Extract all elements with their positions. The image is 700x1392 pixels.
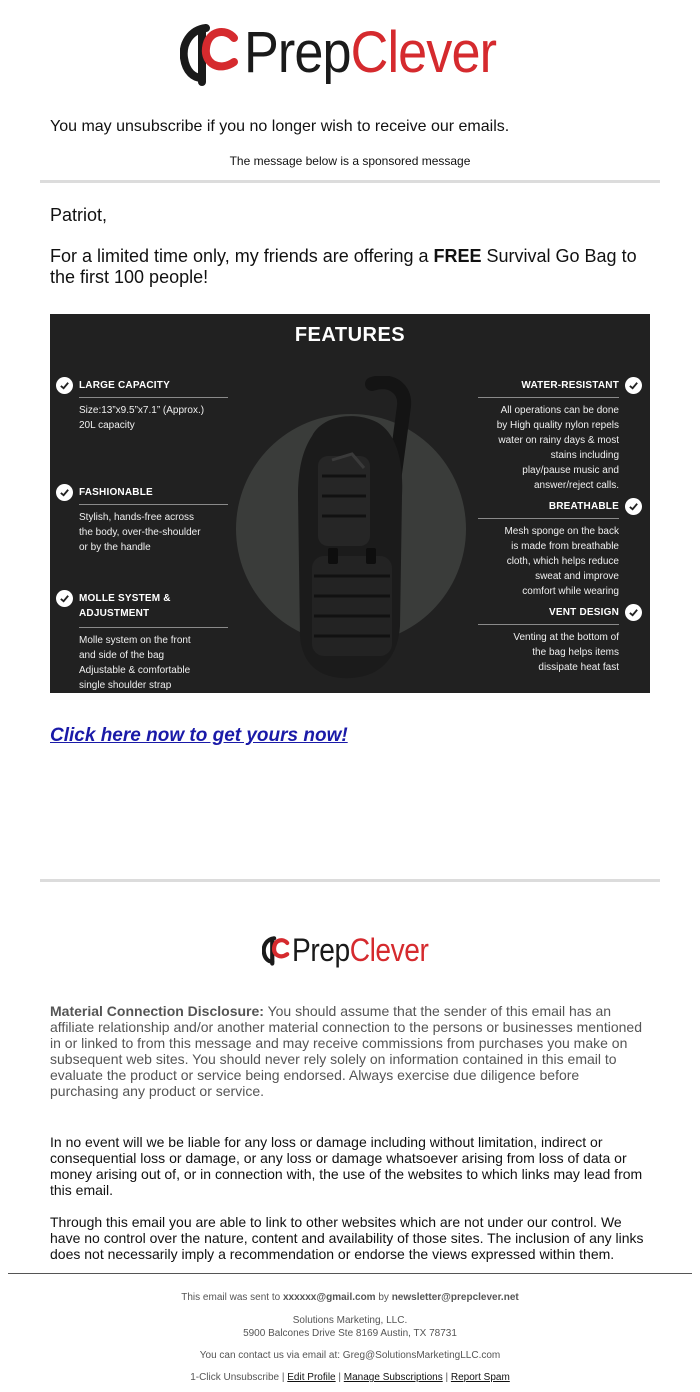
sent-to-line: This email was sent to xxxxxx@gmail.com by newsletter@prepclever.net	[181, 1292, 519, 1303]
feature-breathable: BREATHABLE Mesh sponge on the back is made from breathable cloth, which helps reduce sweat and improve comfort while wearing	[478, 501, 642, 599]
divider	[8, 1273, 692, 1274]
footer-links: 1-Click Unsubscribe | Edit Profile | Manage Subscriptions | Report Spam	[190, 1372, 510, 1383]
check-icon	[625, 377, 642, 394]
contact-line: You can contact us via email at: Greg@SolutionsMarketingLLC.com	[199, 1350, 501, 1361]
brand-logo-icon	[262, 933, 290, 967]
cta-link[interactable]: Click here now to get yours now!	[50, 725, 348, 746]
external-links-paragraph: Through this email you are able to link to other websites which are not under our control. We have no control over the nature, content and availability of those sites. The inclusion of any links does not necessarily imply a recommendation or endorse the views expressed within them.	[50, 1214, 644, 1262]
feature-fashionable: FASHIONABLE Stylish, hands-free across the body, over-the-shoulder or by the handle	[56, 487, 228, 555]
sponsored-notice: The message below is a sponsored message	[229, 154, 471, 168]
feature-water-resistant: WATER-RESISTANT All operations can be done by High quality nylon repels water on rainy days & most stains including play/pause music and answer/reject calls.	[478, 380, 642, 493]
feature-vent-design: VENT DESIGN Venting at the bottom of the bag helps items dissipate heat fast	[478, 607, 642, 675]
divider	[40, 180, 660, 183]
material-connection-disclosure: Material Connection Disclosure: You should assume that the sender of this email has an affiliate relationship and/or another material connection to the persons or businesses mentioned in or linked to from this message and may receive commissions from purchases you make on subsequent web sites. You should never rely solely on information contained in this email to evaluate the product or service being endorsed. Always exercise due diligence before purchasing any product or service.	[50, 1003, 642, 1099]
manage-subscriptions-link[interactable]: Manage Subscriptions	[343, 1372, 443, 1383]
check-icon	[625, 498, 642, 515]
features-banner-image[interactable]	[50, 314, 650, 693]
report-spam-link[interactable]: Report Spam	[450, 1372, 510, 1383]
brand-wordmark: PrepClever	[244, 20, 497, 85]
offer-text: For a limited time only, my friends are offering a FREE Survival Go Bag to the first 100 people!	[50, 246, 637, 287]
greeting: Patriot,	[50, 205, 108, 225]
features-title: FEATURES	[294, 324, 406, 346]
liability-paragraph: In no event will we be liable for any loss or damage including without limitation, indirect or consequential loss or damage, or any loss or damage whatsoever arising from loss of data or money arising out of, or in connection with, the use of the websites to which links may lead from this email.	[50, 1134, 643, 1198]
feature-molle-system: MOLLE SYSTEM & ADJUSTMENT Molle system on the front and side of the bag Adjustable & comfortable single shoulder strap	[56, 593, 228, 693]
edit-profile-link[interactable]: Edit Profile	[287, 1372, 336, 1383]
brand-logo[interactable]	[180, 12, 524, 94]
divider	[40, 879, 660, 882]
unsubscribe-notice: You may unsubscribe if you no longer wish to receive our emails.	[50, 118, 510, 135]
brand-wordmark: PrepClever	[292, 932, 429, 968]
check-icon	[56, 484, 73, 501]
check-icon	[56, 590, 73, 607]
one-click-unsubscribe[interactable]: 1-Click Unsubscribe	[190, 1372, 280, 1383]
company-address: Solutions Marketing, LLC. 5900 Balcones Drive Ste 8169 Austin, TX 78731	[243, 1315, 457, 1339]
brand-logo-footer[interactable]	[262, 930, 447, 970]
check-icon	[625, 604, 642, 621]
brand-logo-icon	[180, 18, 240, 88]
check-icon	[56, 377, 73, 394]
backpack-illustration	[272, 376, 432, 692]
feature-large-capacity: LARGE CAPACITY Size:13”x9.5”x7.1” (Approx.) 20L capacity	[56, 380, 228, 433]
